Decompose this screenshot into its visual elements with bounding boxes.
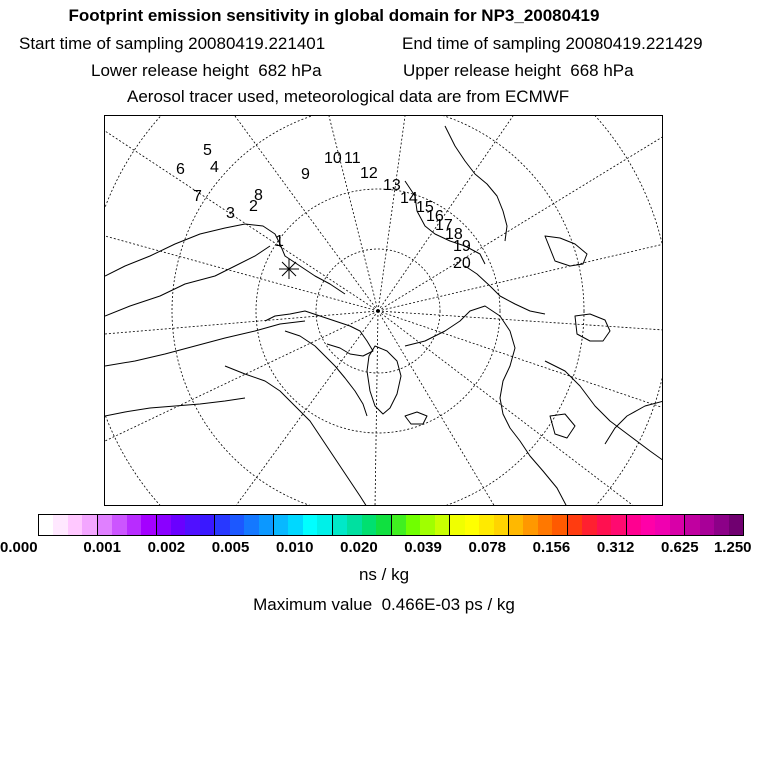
coastline-labrador — [545, 361, 663, 461]
colorbar-segment — [655, 515, 669, 535]
colorbar-segment — [244, 515, 258, 535]
colorbar-segment — [523, 515, 537, 535]
trajectory-label-12: 12 — [360, 165, 378, 182]
meridian — [378, 311, 635, 506]
colorbar-tick-labels — [0, 539, 768, 559]
colorbar-segment — [127, 515, 141, 535]
coastline-canada — [285, 331, 367, 416]
colorbar-segment — [465, 515, 479, 535]
colorbar-segment — [362, 515, 376, 535]
colorbar-segment — [714, 515, 728, 535]
colorbar-segment — [259, 515, 273, 535]
coastline-europe — [105, 246, 270, 316]
trajectory-label-5: 5 — [203, 142, 212, 159]
colorbar-segment — [508, 515, 523, 535]
colorbar-segment — [230, 515, 244, 535]
colorbar-segment — [112, 515, 126, 535]
trajectory-label-3: 3 — [226, 205, 235, 222]
coastline-hudson — [575, 314, 610, 341]
colorbar-segment — [611, 515, 625, 535]
colorbar-unit: ns / kg — [358, 565, 410, 584]
colorbar-segment — [82, 515, 96, 535]
colorbar-segment — [449, 515, 464, 535]
colorbar-segment — [552, 515, 566, 535]
meridians — [105, 116, 663, 506]
colorbar-segment — [53, 515, 67, 535]
meridian — [378, 116, 405, 311]
colorbar-segment — [700, 515, 714, 535]
trajectory-label-11: 11 — [344, 150, 361, 167]
colorbar-tick-label: 0.312 — [596, 539, 635, 556]
meridian — [378, 311, 495, 506]
trajectory-label-13: 13 — [383, 177, 401, 194]
colorbar-segment — [376, 515, 390, 535]
trajectory-label-15: 15 — [416, 199, 434, 216]
meridian — [378, 244, 663, 311]
meridian — [378, 311, 663, 408]
coastline-eurasia-west — [105, 224, 345, 294]
colorbar-tick-label: 0.000 — [0, 539, 38, 556]
colorbar-segment — [684, 515, 699, 535]
colorbar-tick-label: 0.002 — [147, 539, 186, 556]
coastline-kamchatka — [445, 126, 507, 241]
coastline-arctic-islands — [265, 311, 373, 356]
colorbar-segment — [141, 515, 155, 535]
trajectory-label-14: 14 — [400, 190, 418, 207]
trajectory-label-19: 19 — [453, 238, 471, 255]
colorbar-tick-label: 0.625 — [661, 539, 699, 556]
trajectory-label-8: 8 — [254, 187, 263, 204]
colorbar-segment — [303, 515, 317, 535]
coastline-iceland — [405, 412, 427, 424]
colorbar-segment — [420, 515, 434, 535]
colorbar-segment — [641, 515, 655, 535]
colorbar-segment — [567, 515, 582, 535]
colorbar-tick-label: 0.078 — [468, 539, 507, 556]
meridian — [378, 116, 513, 311]
meridian — [105, 236, 378, 311]
release-site-marker — [279, 259, 299, 279]
coastline-newfoundland — [550, 414, 575, 438]
lower-release-height: Lower release height 682 hPa — [91, 61, 322, 80]
colorbar-segment — [317, 515, 331, 535]
colorbar-segment — [494, 515, 508, 535]
trajectory-label-16: 16 — [426, 208, 444, 225]
trajectory-label-2: 2 — [249, 198, 258, 215]
colorbar-tick-label: 1.250 — [713, 539, 752, 556]
trajectory-label-18: 18 — [445, 226, 463, 243]
coastline-north-america-east — [405, 306, 567, 506]
colorbar-segment — [582, 515, 596, 535]
colorbar-tick-label: 0.001 — [83, 539, 121, 556]
colorbar-tick-label: 0.005 — [211, 539, 250, 556]
colorbar-segment — [273, 515, 288, 535]
colorbar-tick-label: 0.020 — [340, 539, 378, 556]
trajectory-label-17: 17 — [435, 217, 453, 234]
trajectory-label-4: 4 — [210, 159, 219, 176]
coastline-alaska-peninsula — [545, 236, 587, 266]
end-time: End time of sampling 20080419.221429 — [402, 34, 703, 53]
colorbar-segment — [288, 515, 302, 535]
colorbar-segment — [332, 515, 347, 535]
map-graphics — [105, 116, 663, 506]
colorbar-segment — [171, 515, 185, 535]
polar-map — [104, 115, 663, 506]
trajectory-label-9: 9 — [301, 166, 310, 183]
start-time: Start time of sampling 20080419.221401 — [19, 34, 326, 53]
colorbar-segment — [200, 515, 214, 535]
trajectory-label-10: 10 — [324, 150, 342, 167]
colorbar-segment — [156, 515, 171, 535]
maximum-value: Maximum value 0.466E-03 ps / kg — [253, 595, 515, 614]
colorbar-segment — [39, 515, 53, 535]
trajectory-label-1: 1 — [275, 233, 284, 250]
colorbar-segment — [729, 515, 743, 535]
colorbar-segment — [597, 515, 611, 535]
meridian — [329, 116, 378, 311]
coastline-north-america-west — [225, 366, 367, 506]
coastline-mediterranean — [105, 398, 245, 416]
trajectory-label-20: 20 — [453, 255, 471, 272]
colorbar-segment — [406, 515, 420, 535]
colorbar-segment — [185, 515, 199, 535]
coastline-alaska — [465, 266, 545, 314]
upper-release-height: Upper release height 668 hPa — [403, 61, 634, 80]
colorbar-segment — [538, 515, 552, 535]
trajectory-label-6: 6 — [176, 161, 185, 178]
meridian — [378, 311, 663, 330]
colorbar-tick-label: 0.039 — [404, 539, 442, 556]
colorbar-segment — [391, 515, 406, 535]
plot-title: Footprint emission sensitivity in global domain for NP3_20080419 — [68, 6, 600, 25]
colorbar-segment — [347, 515, 361, 535]
colorbar-segment — [479, 515, 493, 535]
coastline-africa-north — [105, 321, 305, 366]
colorbar-segment — [670, 515, 684, 535]
colorbar-tick-label: 0.156 — [532, 539, 571, 556]
colorbar-segment — [626, 515, 641, 535]
colorbar-segment — [214, 515, 229, 535]
tracer-info: Aerosol tracer used, meteorological data are from ECMWF — [127, 87, 570, 106]
colorbar-tick-label: 0.010 — [275, 539, 314, 556]
coastline-greenland — [367, 346, 401, 414]
colorbar-segment — [68, 515, 82, 535]
colorbar — [38, 514, 744, 536]
colorbar-segment — [435, 515, 449, 535]
colorbar-segment — [97, 515, 112, 535]
meridian — [378, 136, 663, 311]
coastline-us-east — [605, 401, 663, 444]
trajectory-label-7: 7 — [193, 188, 202, 205]
